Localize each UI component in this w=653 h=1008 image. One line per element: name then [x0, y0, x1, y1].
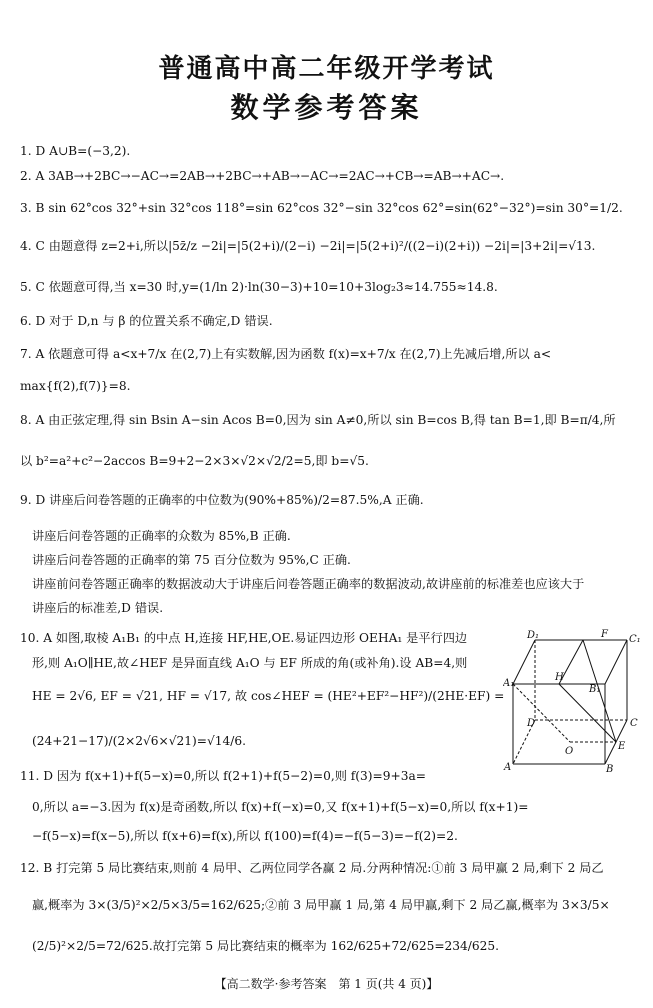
- page-footer: 【高二数学·参考答案 第 1 页(共 4 页)】: [214, 977, 439, 991]
- label-c: C: [630, 718, 638, 729]
- cube-figure: [503, 628, 643, 774]
- answer-9-line-1: 9. D 讲座后问卷答题的正确率的中位数为(90%+85%)/2=87.5%,A 正确.: [20, 493, 424, 507]
- answer-3: 3. B sin 62°cos 32°+sin 32°cos 118°=sin 62°cos 32°−sin 32°cos 62°=sin(62°−32°)=sin 30°=1/2.: [20, 201, 623, 215]
- label-a1: A₁: [503, 678, 515, 689]
- answer-9-line-3: 讲座后问卷答题的正确率的第 75 百分位数为 95%,C 正确.: [32, 553, 351, 567]
- label-a: A: [504, 762, 512, 773]
- answer-10-line-2: 形,则 A₁O∥HE,故∠HEF 是异面直线 A₁O 与 EF 所成的角(或补角).设 AB=4,则: [32, 656, 468, 670]
- label-b1: B₁: [589, 684, 601, 695]
- label-o: O: [565, 746, 574, 757]
- answer-key-title: 数学参考答案: [230, 91, 423, 124]
- label-e: E: [618, 741, 626, 752]
- answer-9-line-4: 讲座前问卷答题正确率的数据波动大于讲座后问卷答题正确率的数据波动,故讲座前的标准差也应该大于: [32, 577, 585, 591]
- answer-10-line-4: (24+21−17)/(2×2√6×√21)=√14/6.: [32, 734, 247, 748]
- answer-1: 1. D A∪B=(−3,2).: [20, 144, 131, 158]
- answer-12-line-1: 12. B 打完第 5 局比赛结束,则前 4 局甲、乙两位同学各赢 2 局.分两种情况:①前 3 局甲赢 2 局,剩下 2 局乙: [20, 861, 604, 875]
- answer-2: 2. A 3AB→+2BC→−AC→=2AB→+2BC→+AB→−AC→=2AC→+CB→=AB→+AC→.: [20, 169, 505, 183]
- label-d: D: [527, 718, 536, 729]
- answer-7-line-1: 7. A 依题意可得 a<x+7/x 在(2,7)上有实数解,因为函数 f(x)=x+7/x 在(2,7)上先减后增,所以 a<: [20, 347, 552, 361]
- answer-7-line-2: max{f(2),f(7)}=8.: [20, 379, 131, 393]
- exam-title: 普通高中高二年级开学考试: [158, 54, 495, 84]
- answer-6: 6. D 对于 D,n 与 β 的位置关系不确定,D 错误.: [20, 314, 273, 328]
- answer-4: 4. C 由题意得 z=2+i,所以|5z̄/z −2i|=|5(2+i)/(2−i) −2i|=|5(2+i)²/((2−i)(2+i)) −2i|=|3+2i|=√13.: [20, 239, 596, 253]
- answer-11-line-1: 11. D 因为 f(x+1)+f(5−x)=0,所以 f(2+1)+f(5−2)=0,则 f(3)=9+3a=: [20, 769, 426, 783]
- answer-12-line-2: 赢,概率为 3×(3/5)²×2/5×3/5=162/625;②前 3 局甲赢 1 局,第 4 局甲赢,剩下 2 局乙赢,概率为 3×3/5×: [32, 898, 610, 912]
- answer-8-line-2: 以 b²=a²+c²−2accos B=9+2−2×3×√2×√2/2=5,即 b=√5.: [20, 454, 369, 468]
- label-f: F: [601, 629, 608, 640]
- label-c1: C₁: [629, 634, 641, 645]
- answer-11-line-2: 0,所以 a=−3.因为 f(x)是奇函数,所以 f(x)+f(−x)=0,又 f(x+1)+f(5−x)=0,所以 f(x+1)=: [32, 800, 529, 814]
- label-h: H: [555, 672, 564, 683]
- label-d1: D₁: [527, 630, 540, 641]
- answer-12-line-3: (2/5)²×2/5=72/625.故打完第 5 局比赛结束的概率为 162/625+72/625=234/625.: [32, 939, 500, 953]
- answer-10-line-3: HE = 2√6, EF = √21, HF = √17, 故 cos∠HEF = (HE²+EF²−HF²)/(2HE·EF) =: [32, 689, 505, 703]
- answer-9-line-5: 讲座后的标准差,D 错误.: [32, 601, 164, 615]
- answer-9-line-2: 讲座后问卷答题的正确率的众数为 85%,B 正确.: [32, 529, 291, 543]
- answer-5: 5. C 依题意可得,当 x=30 时,y=(1/ln 2)·ln(30−3)+10=10+3log₂3≈14.755≈14.8.: [20, 280, 498, 294]
- answer-10-line-1: 10. A 如图,取棱 A₁B₁ 的中点 H,连接 HF,HE,OE.易证四边形 OEHA₁ 是平行四边: [20, 631, 468, 645]
- answer-11-line-3: −f(5−x)=f(x−5),所以 f(x+6)=f(x),所以 f(100)=f(4)=−f(5−3)=−f(2)=2.: [32, 829, 458, 843]
- answer-8-line-1: 8. A 由正弦定理,得 sin Bsin A−sin Acos B=0,因为 sin A≠0,所以 sin B=cos B,得 tan B=1,即 B=π/4,所: [20, 413, 616, 427]
- label-b: B: [606, 764, 614, 774]
